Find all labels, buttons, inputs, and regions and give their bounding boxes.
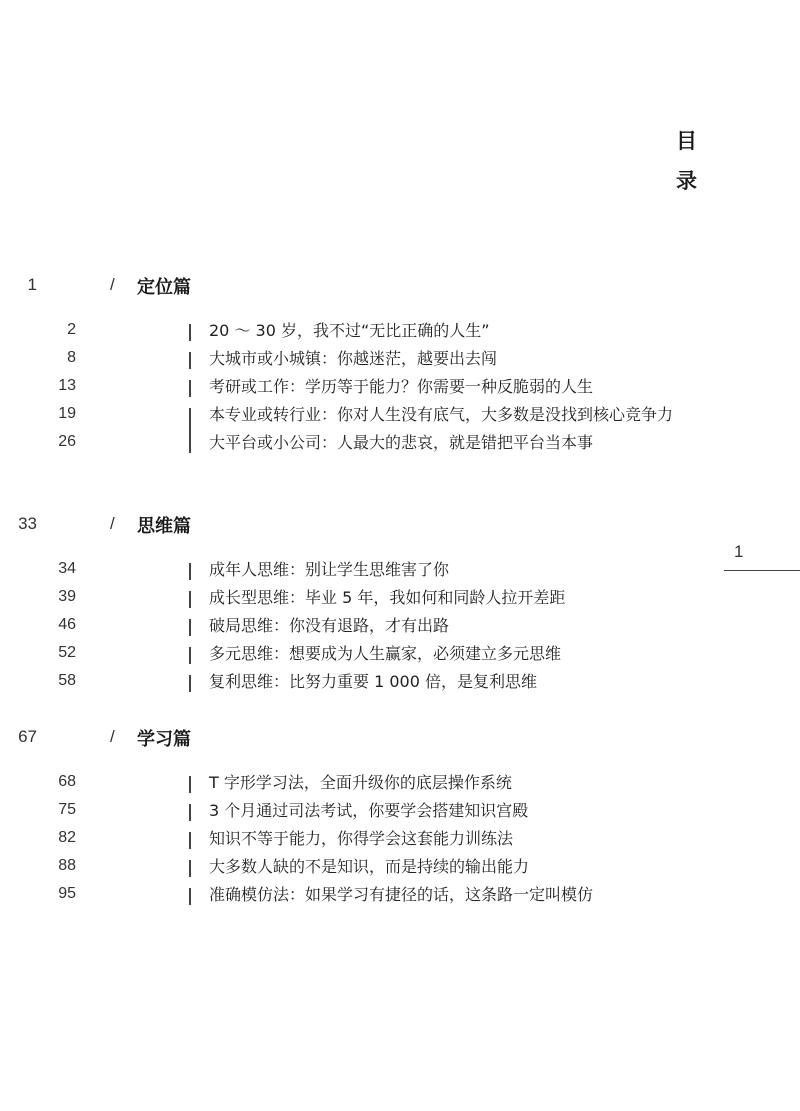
- entry-page-number: 39: [58, 588, 76, 605]
- entry-page-number: 8: [67, 349, 76, 366]
- entry-title: 成长型思维：毕业 5 年，我如何和同龄人拉开差距: [209, 588, 566, 607]
- toc-title-char-1: 目: [676, 129, 697, 153]
- entry-title: 大平台或小公司：人最大的悲哀，就是错把平台当本事: [209, 433, 594, 452]
- toc-entry[interactable]: [0, 401, 720, 429]
- section-page-number: 67: [18, 727, 37, 746]
- entry-title: 20 ～ 30 岁，我不过“无比正确的人生”: [209, 321, 490, 340]
- entry-page-number: 75: [58, 801, 76, 818]
- entry-divider: [189, 591, 191, 608]
- toc-entry[interactable]: [0, 317, 720, 345]
- toc-entry[interactable]: [0, 584, 720, 612]
- toc-entry[interactable]: [0, 429, 720, 457]
- entry-divider: [189, 888, 191, 905]
- section-page-number: 1: [27, 275, 37, 294]
- entry-page-number: 2: [67, 321, 76, 338]
- section-entries: [0, 769, 720, 909]
- entry-title: 考研或工作：学历等于能力？你需要一种反脆弱的人生: [209, 377, 594, 396]
- section-heading[interactable]: [0, 512, 720, 538]
- toc-entry[interactable]: [0, 345, 720, 373]
- entry-divider: [189, 804, 191, 821]
- toc-entry[interactable]: [0, 373, 720, 401]
- toc-entry[interactable]: [0, 668, 720, 696]
- entry-page-number: 13: [58, 377, 76, 394]
- section-page-number: 33: [18, 514, 37, 533]
- entry-title: 多元思维：想要成为人生赢家，必须建立多元思维: [209, 644, 562, 663]
- entry-page-number: 34: [58, 560, 76, 577]
- entry-title: 知识不等于能力，你得学会这套能力训练法: [209, 829, 514, 848]
- entry-divider: [189, 860, 191, 877]
- entry-title: 本专业或转行业：你对人生没有底气，大多数是没找到核心竞争力: [209, 405, 674, 424]
- entry-divider: [189, 324, 191, 341]
- section-slash: /: [110, 275, 115, 294]
- toc-entry[interactable]: [0, 881, 720, 909]
- entry-title: T 字形学习法，全面升级你的底层操作系统: [209, 773, 512, 792]
- entry-divider: [189, 563, 191, 580]
- entry-divider: [189, 619, 191, 636]
- section-title: 思维篇: [137, 516, 191, 537]
- entry-page-number: 82: [58, 829, 76, 846]
- entry-title: 准确模仿法：如果学习有捷径的话，这条路一定叫模仿: [209, 885, 594, 904]
- toc-entry[interactable]: [0, 825, 720, 853]
- entry-divider: [189, 675, 191, 692]
- section-slash: /: [110, 727, 115, 746]
- section-title: 定位篇: [137, 277, 191, 298]
- toc-entry[interactable]: [0, 556, 720, 584]
- toc-entry[interactable]: [0, 853, 720, 881]
- entry-page-number: 46: [58, 616, 76, 633]
- toc-entry[interactable]: [0, 612, 720, 640]
- entry-page-number: 19: [58, 405, 76, 422]
- entry-page-number: 88: [58, 857, 76, 874]
- entry-page-number: 95: [58, 885, 76, 902]
- page-number: 1: [734, 542, 744, 561]
- entry-title: 大多数人缺的不是知识，而是持续的输出能力: [209, 857, 530, 876]
- entry-page-number: 68: [58, 773, 76, 790]
- entry-title: 复利思维：比努力重要 1 000 倍，是复利思维: [209, 672, 537, 691]
- entry-divider: [189, 380, 191, 397]
- entry-title: 3 个月通过司法考试，你要学会搭建知识宫殿: [209, 801, 529, 820]
- toc-entry[interactable]: [0, 640, 720, 668]
- section-heading[interactable]: [0, 273, 720, 299]
- toc-entry[interactable]: [0, 797, 720, 825]
- entry-divider: [189, 647, 191, 664]
- entry-divider: [189, 352, 191, 369]
- entry-divider: [189, 436, 191, 453]
- toc-entry[interactable]: [0, 769, 720, 797]
- entry-page-number: 26: [58, 433, 76, 450]
- entry-title: 成年人思维：别让学生思维害了你: [209, 560, 450, 579]
- section-entries: [0, 556, 720, 696]
- toc-title-char-2: 录: [676, 169, 697, 193]
- entry-page-number: 58: [58, 672, 76, 689]
- section-heading[interactable]: [0, 725, 720, 751]
- entry-title: 大城市或小城镇：你越迷茫，越要出去闯: [209, 349, 498, 368]
- entry-divider: [189, 776, 191, 793]
- section-title: 学习篇: [137, 729, 191, 750]
- section-slash: /: [110, 514, 115, 533]
- entry-title: 破局思维：你没有退路，才有出路: [209, 616, 450, 635]
- page-number-rule: [724, 570, 800, 571]
- entry-page-number: 52: [58, 644, 76, 661]
- entry-divider: [189, 832, 191, 849]
- section-entries: [0, 317, 720, 457]
